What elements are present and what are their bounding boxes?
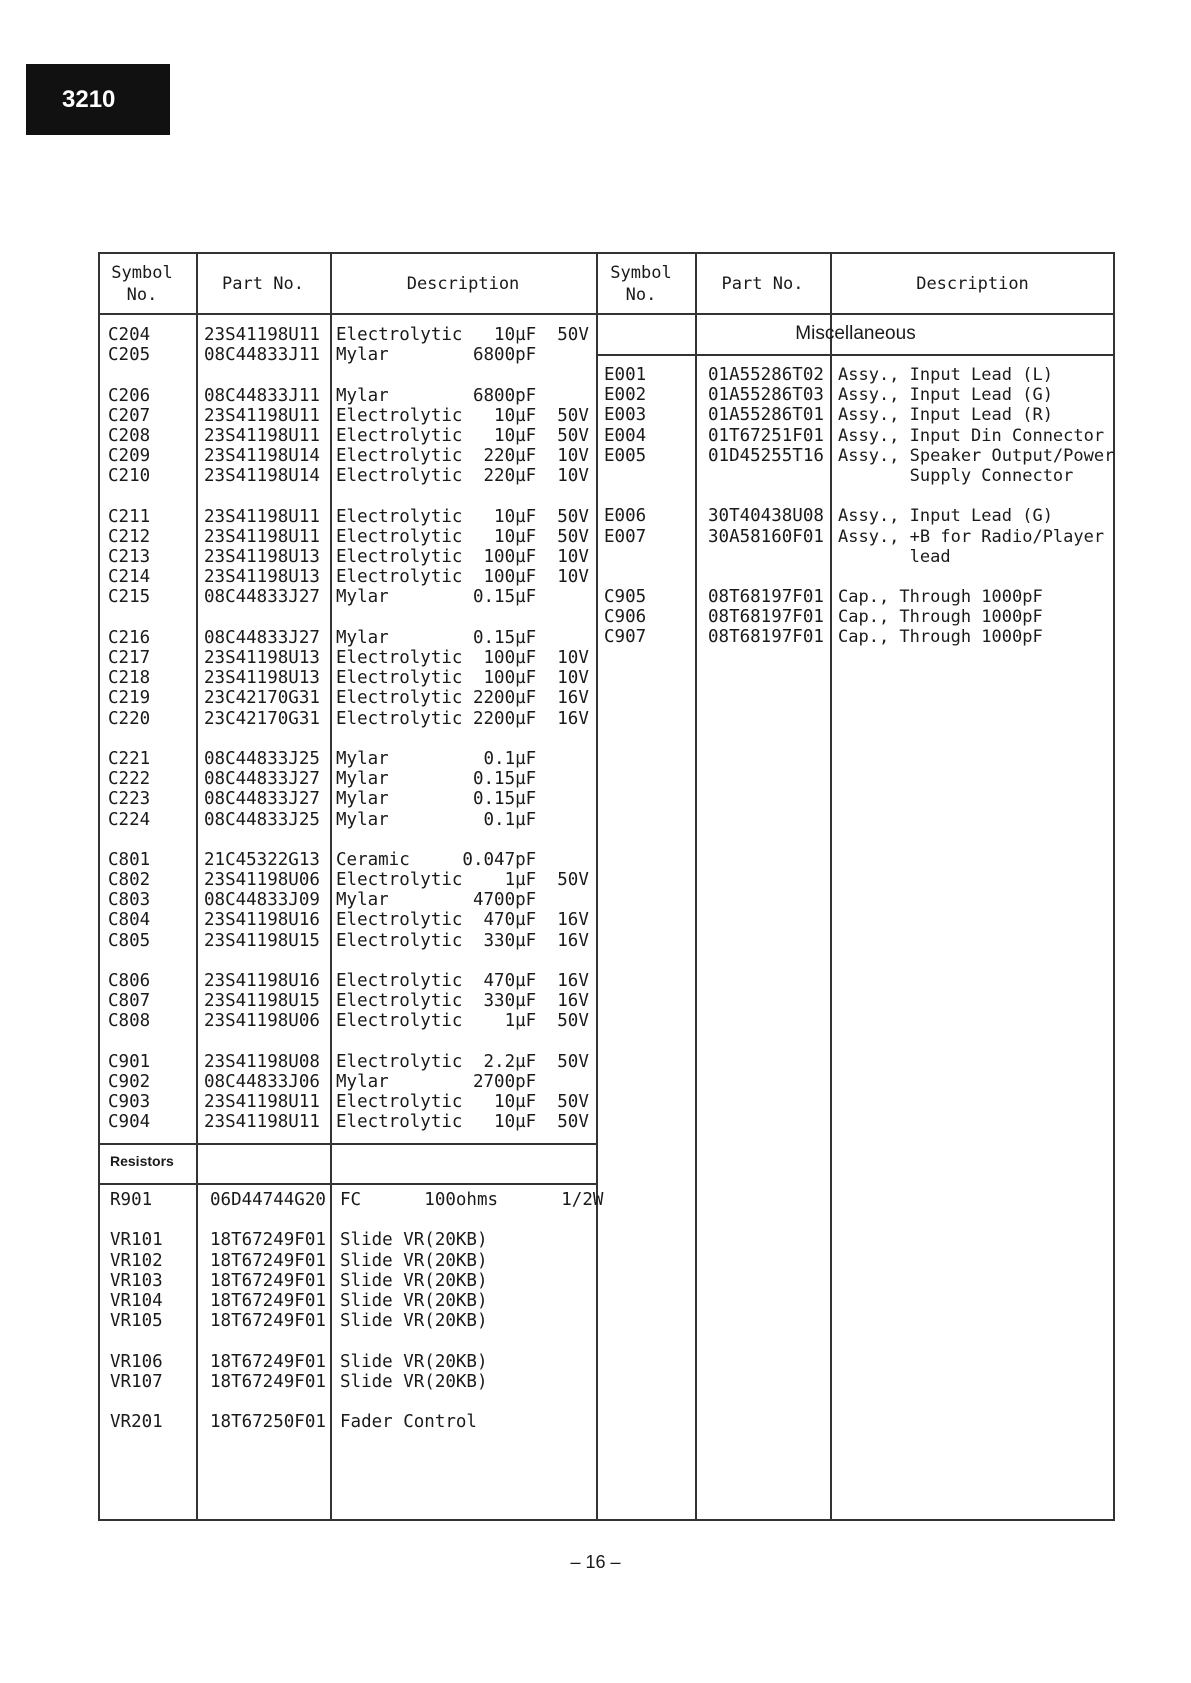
- part-symbol: C216: [108, 627, 151, 648]
- part-description: Electrolytic 330µF 16V: [336, 991, 589, 1012]
- part-number: 18T67249F01: [210, 1290, 326, 1311]
- row-gap: [204, 365, 320, 385]
- row-gap: [108, 951, 150, 971]
- misc-section-title: [596, 323, 1115, 345]
- divider: [695, 254, 697, 1521]
- part-number: 23S41198U13: [204, 547, 320, 568]
- resistor-divider-top: [100, 1143, 596, 1145]
- part-number: 08T68197F01: [708, 587, 824, 608]
- part-symbol: C801: [108, 849, 151, 870]
- part-number: 30T40438U08: [708, 506, 824, 527]
- part-description: Electrolytic 10µF 50V: [336, 1112, 589, 1133]
- part-number: 01D45255T16: [708, 445, 824, 466]
- row-gap: [110, 1392, 163, 1412]
- page-number-text: – 16 –: [570, 1552, 621, 1572]
- row-pad: [708, 547, 824, 567]
- part-symbol: C222: [108, 769, 151, 790]
- row-gap: [838, 567, 1114, 587]
- part-symbol: VR104: [110, 1290, 163, 1311]
- part-number: 08C44833J27: [204, 587, 320, 608]
- part-description: Assy., Speaker Output/Power: [838, 445, 1115, 466]
- header-part-text: Part No.: [222, 274, 304, 294]
- part-number: 18T67249F01: [210, 1230, 326, 1251]
- part-description: Electrolytic 1µF 50V: [336, 870, 589, 891]
- part-number: 08C44833J27: [204, 789, 320, 810]
- part-description: Electrolytic 10µF 50V: [336, 526, 589, 547]
- row-gap: [204, 1032, 320, 1052]
- part-description: Supply Connector: [838, 465, 1074, 486]
- capacitor-part-column: [204, 325, 320, 1133]
- part-description: Mylar 0.1µF: [336, 748, 537, 769]
- part-number: 01T67251F01: [708, 425, 824, 446]
- header-description-text: Description: [406, 274, 520, 294]
- row-gap: [336, 1032, 589, 1052]
- header-symbol-line1: Symbol: [111, 263, 173, 283]
- part-number: 18T67249F01: [210, 1250, 326, 1271]
- header-description-right: [830, 273, 1115, 295]
- part-symbol: E003: [604, 405, 647, 426]
- part-description: Assy., Input Din Connector: [838, 425, 1105, 446]
- row-gap: [336, 608, 589, 628]
- part-number: 18T67249F01: [210, 1351, 326, 1372]
- part-symbol: E005: [604, 445, 647, 466]
- row-pad: [604, 466, 646, 486]
- part-symbol: C905: [604, 587, 647, 608]
- part-symbol: VR201: [110, 1412, 163, 1433]
- part-number: 08T68197F01: [708, 627, 824, 648]
- part-number: 23S41198U14: [204, 466, 320, 487]
- part-description: Electrolytic 100µF 10V: [336, 648, 589, 668]
- part-description: Electrolytic 10µF 50V: [336, 1092, 589, 1113]
- part-description: Electrolytic 10µF 50V: [336, 405, 589, 426]
- part-symbol: C207: [108, 405, 151, 426]
- part-number: 23S41198U14: [204, 446, 320, 467]
- part-description: Electrolytic 220µF 10V: [336, 446, 589, 467]
- part-number: 08T68197F01: [708, 607, 824, 628]
- header-symbol-left: [100, 262, 184, 306]
- part-symbol: C803: [108, 890, 151, 911]
- part-number: 23S41198U16: [204, 971, 320, 991]
- part-number: 21C45322G13: [204, 849, 320, 870]
- resistor-description-column: [340, 1190, 603, 1432]
- part-symbol: C220: [108, 708, 151, 729]
- part-description: Mylar 0.15µF: [336, 789, 537, 810]
- capacitor-description-column: [336, 325, 589, 1133]
- part-symbol: C217: [108, 648, 151, 668]
- part-symbol: C907: [604, 627, 647, 648]
- part-number: 23S41198U08: [204, 1051, 320, 1072]
- row-gap: [336, 830, 589, 850]
- row-gap: [340, 1210, 603, 1230]
- part-description: Mylar 2700pF: [336, 1071, 537, 1092]
- part-symbol: C214: [108, 567, 151, 588]
- part-number: 08C44833J25: [204, 809, 320, 830]
- row-gap: [604, 486, 646, 506]
- part-symbol: VR105: [110, 1311, 163, 1332]
- part-symbol: C211: [108, 506, 151, 527]
- header-description-left: [330, 273, 596, 295]
- part-symbol: C209: [108, 446, 151, 467]
- row-gap: [204, 487, 320, 507]
- part-symbol: C903: [108, 1092, 151, 1113]
- resistor-divider-bottom: [100, 1183, 596, 1185]
- part-symbol: C224: [108, 809, 151, 830]
- part-symbol: E001: [604, 365, 647, 385]
- part-symbol: E007: [604, 526, 647, 547]
- part-number: 08C44833J09: [204, 890, 320, 911]
- row-gap: [108, 830, 150, 850]
- part-number: 08C44833J11: [204, 345, 320, 366]
- part-description: Cap., Through 1000pF: [838, 587, 1043, 608]
- part-description: Electrolytic 220µF 10V: [336, 466, 589, 487]
- part-symbol: VR102: [110, 1250, 163, 1271]
- row-gap: [210, 1210, 326, 1230]
- misc-divider: [596, 354, 1115, 356]
- row-gap: [210, 1331, 326, 1351]
- part-description: Slide VR(20KB): [340, 1371, 488, 1392]
- part-number: 08C44833J27: [204, 627, 320, 648]
- part-number: 23S41198U11: [204, 1092, 320, 1113]
- part-description: Electrolytic 2.2µF 50V: [336, 1051, 589, 1072]
- divider: [330, 254, 332, 1521]
- part-description: Mylar 6800pF: [336, 345, 537, 366]
- row-gap: [336, 365, 589, 385]
- part-symbol: C205: [108, 345, 151, 366]
- part-symbol: C223: [108, 789, 151, 810]
- part-symbol: C210: [108, 466, 151, 487]
- part-description: FC 100ohms 1/2W: [340, 1190, 604, 1210]
- header-divider: [100, 313, 1115, 315]
- part-description: Electrolytic 470µF 16V: [336, 910, 589, 931]
- part-number: 23C42170G31: [204, 688, 320, 709]
- part-number: 18T67249F01: [210, 1270, 326, 1291]
- part-number: 30A58160F01: [708, 526, 824, 547]
- header-symbol-line2: No.: [126, 285, 158, 305]
- parts-table: [98, 252, 1115, 1521]
- capacitor-symbol-column: [108, 325, 150, 1133]
- part-description: Electrolytic 1µF 50V: [336, 1011, 589, 1032]
- part-symbol: C906: [604, 607, 647, 628]
- page-number: [0, 1552, 1191, 1573]
- part-description: Slide VR(20KB): [340, 1270, 488, 1291]
- part-description: Electrolytic 2200µF 16V: [336, 708, 589, 729]
- part-symbol: VR107: [110, 1371, 163, 1392]
- row-gap: [340, 1331, 603, 1351]
- part-description: Mylar 4700pF: [336, 890, 537, 911]
- model-badge: [26, 64, 170, 135]
- part-symbol: C904: [108, 1112, 151, 1133]
- part-number: 23S41198U13: [204, 668, 320, 689]
- part-description: Assy., +B for Radio/Player: [838, 526, 1105, 547]
- part-symbol: E002: [604, 385, 647, 406]
- part-description: Electrolytic 2200µF 16V: [336, 688, 589, 709]
- row-gap: [108, 487, 150, 507]
- part-description: Mylar 0.15µF: [336, 769, 537, 790]
- part-symbol: C218: [108, 668, 151, 689]
- row-gap: [204, 830, 320, 850]
- part-number: 23C42170G31: [204, 708, 320, 729]
- part-description: Slide VR(20KB): [340, 1351, 488, 1372]
- part-description: lead: [838, 546, 951, 567]
- part-symbol: R901: [110, 1190, 153, 1210]
- part-number: 23S41198U11: [204, 425, 320, 446]
- part-symbol: C208: [108, 425, 151, 446]
- part-description: Electrolytic 10µF 50V: [336, 506, 589, 527]
- part-description: Fader Control: [340, 1412, 477, 1433]
- part-symbol: C901: [108, 1051, 151, 1072]
- resistors-section-title: [110, 1153, 174, 1169]
- part-description: Assy., Input Lead (L): [838, 365, 1053, 385]
- part-symbol: C807: [108, 991, 151, 1012]
- header-symbol-line2: No.: [625, 285, 657, 305]
- misc-part-column: [708, 365, 824, 648]
- part-symbol: C213: [108, 547, 151, 568]
- row-gap: [838, 486, 1114, 506]
- part-number: 08C44833J25: [204, 748, 320, 769]
- part-description: Electrolytic 330µF 16V: [336, 930, 589, 951]
- part-symbol: E006: [604, 506, 647, 527]
- part-number: 06D44744G20: [210, 1190, 326, 1210]
- part-number: 01A55286T03: [708, 385, 824, 406]
- row-gap: [708, 567, 824, 587]
- part-symbol: C808: [108, 1011, 151, 1032]
- part-number: 08C44833J27: [204, 769, 320, 790]
- row-gap: [110, 1331, 163, 1351]
- part-description: Electrolytic 10µF 50V: [336, 325, 589, 345]
- part-symbol: C221: [108, 748, 151, 769]
- misc-description-column: [838, 365, 1114, 648]
- resistor-part-column: [210, 1190, 326, 1432]
- resistors-title-text: Resistors: [110, 1153, 174, 1169]
- row-pad: [708, 466, 824, 486]
- part-number: 18T67250F01: [210, 1412, 326, 1433]
- header-symbol-line1: Symbol: [610, 263, 672, 283]
- header-part-left: [196, 273, 330, 295]
- part-number: 23S41198U11: [204, 405, 320, 426]
- part-description: Slide VR(20KB): [340, 1290, 488, 1311]
- row-gap: [604, 567, 646, 587]
- row-gap: [340, 1392, 603, 1412]
- row-gap: [108, 365, 150, 385]
- header-symbol-right: [596, 262, 686, 306]
- part-description: Mylar 6800pF: [336, 385, 537, 406]
- part-number: 23S41198U11: [204, 325, 320, 345]
- divider: [830, 254, 832, 1521]
- row-gap: [336, 951, 589, 971]
- part-description: Mylar 0.15µF: [336, 587, 537, 608]
- part-number: 23S41198U16: [204, 910, 320, 931]
- part-number: 01A55286T01: [708, 405, 824, 426]
- part-description: Ceramic 0.047pF: [336, 849, 537, 870]
- part-symbol: C804: [108, 910, 151, 931]
- part-number: 23S41198U11: [204, 1112, 320, 1133]
- row-pad: [604, 547, 646, 567]
- part-number: 23S41198U15: [204, 930, 320, 951]
- part-number: 18T67249F01: [210, 1371, 326, 1392]
- part-number: 23S41198U13: [204, 567, 320, 588]
- part-symbol: VR101: [110, 1230, 163, 1251]
- misc-title-text: Miscellaneous: [795, 323, 916, 344]
- row-gap: [204, 608, 320, 628]
- part-description: Slide VR(20KB): [340, 1311, 488, 1332]
- part-number: 23S41198U15: [204, 991, 320, 1012]
- part-symbol: C206: [108, 385, 151, 406]
- row-gap: [110, 1210, 163, 1230]
- part-symbol: C805: [108, 930, 151, 951]
- part-description: Slide VR(20KB): [340, 1250, 488, 1271]
- misc-symbol-column: [604, 365, 646, 648]
- part-symbol: C806: [108, 971, 151, 991]
- row-gap: [108, 729, 150, 749]
- part-description: Assy., Input Lead (R): [838, 405, 1053, 426]
- part-symbol: C215: [108, 587, 151, 608]
- divider: [196, 254, 198, 1521]
- row-gap: [108, 608, 150, 628]
- part-symbol: C212: [108, 526, 151, 547]
- part-number: 08C44833J06: [204, 1071, 320, 1092]
- part-number: 23S41198U06: [204, 1011, 320, 1032]
- part-description: Electrolytic 470µF 16V: [336, 971, 589, 991]
- row-gap: [204, 951, 320, 971]
- header-description-text: Description: [916, 274, 1029, 294]
- part-symbol: VR103: [110, 1270, 163, 1291]
- header-part-right: [695, 273, 830, 295]
- part-number: 01A55286T02: [708, 365, 824, 385]
- part-description: Electrolytic 10µF 50V: [336, 425, 589, 446]
- model-number: 3210: [62, 85, 116, 113]
- row-gap: [210, 1392, 326, 1412]
- row-gap: [336, 729, 589, 749]
- part-description: Electrolytic 100µF 10V: [336, 547, 589, 568]
- row-gap: [336, 487, 589, 507]
- part-description: Electrolytic 100µF 10V: [336, 668, 589, 689]
- part-symbol: E004: [604, 425, 647, 446]
- header-part-text: Part No.: [721, 274, 804, 294]
- part-number: 23S41198U06: [204, 870, 320, 891]
- part-description: Assy., Input Lead (G): [838, 385, 1053, 406]
- part-description: Mylar 0.1µF: [336, 809, 537, 830]
- part-number: 23S41198U13: [204, 648, 320, 668]
- part-description: Slide VR(20KB): [340, 1230, 488, 1251]
- part-symbol: C219: [108, 688, 151, 709]
- part-number: 23S41198U11: [204, 506, 320, 527]
- part-description: Assy., Input Lead (G): [838, 506, 1053, 527]
- part-symbol: C802: [108, 870, 151, 891]
- part-symbol: C902: [108, 1071, 151, 1092]
- part-symbol: VR106: [110, 1351, 163, 1372]
- part-symbol: C204: [108, 325, 151, 345]
- part-number: 18T67249F01: [210, 1311, 326, 1332]
- row-gap: [108, 1032, 150, 1052]
- part-number: 23S41198U11: [204, 526, 320, 547]
- part-number: 08C44833J11: [204, 385, 320, 406]
- part-description: Cap., Through 1000pF: [838, 607, 1043, 628]
- resistor-symbol-column: [110, 1190, 163, 1432]
- row-gap: [204, 729, 320, 749]
- row-gap: [708, 486, 824, 506]
- part-description: Mylar 0.15µF: [336, 627, 537, 648]
- part-description: Electrolytic 100µF 10V: [336, 567, 589, 588]
- part-description: Cap., Through 1000pF: [838, 627, 1043, 648]
